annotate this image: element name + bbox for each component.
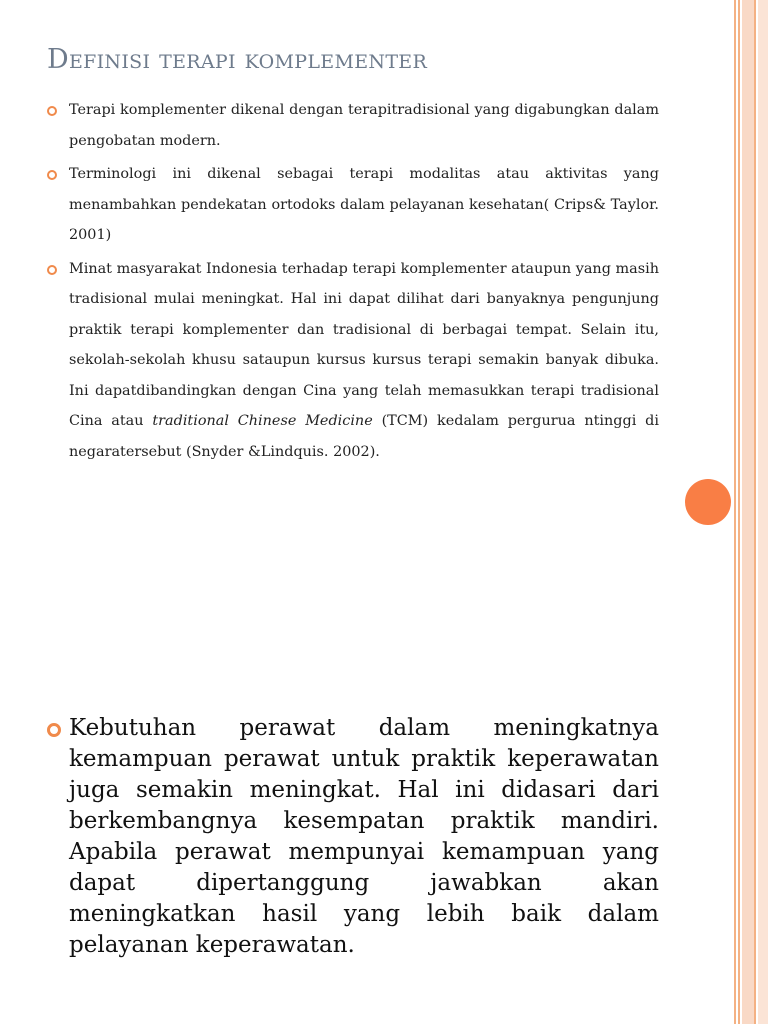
border-stripe [742, 0, 754, 1024]
bullet-list [47, 95, 659, 470]
bullet-text: Minat masyarakat Indonesia terhadap terapi komplementer ataupun yang masih tradisional mulai meningkat. Hal ini dapat dilihat dari banyaknya pengunjung praktik terapi komplementer dan tradisional di berbagai tempat. Selain itu, sekolah-sekolah khusu sataupun kursus kursus terapi semakin banyak dibuka. Ini dapatdibandingkan dengan Cina yang telah memasukkan terapi tradisional Cina atau [69, 260, 659, 429]
accent-circle [685, 479, 731, 525]
large-bullet-text: Kebutuhan perawat dalam meningkatnya kemampuan perawat untuk praktik keperawatan juga semakin meningkat. Hal ini didasari dari berkembangnya kesempatan praktik mandiri. Apabila perawat mempunyai kemampuan yang dapat dipertanggung jawabkan akan meningkatkan hasil yang lebih baik dalam pelayanan keperawatan. [69, 715, 659, 958]
bullet-marker-icon [47, 170, 57, 180]
bullet-text: (TCM) kedalam pergurua ntinggi di negaratersebut (Snyder &Lindquis. 2002). [69, 413, 659, 460]
bullet-marker-icon [47, 106, 57, 116]
border-stripe [738, 0, 740, 1024]
large-bullet-item [47, 713, 659, 961]
bullet-item [47, 254, 659, 468]
bullet-item [47, 159, 659, 251]
bullet-text: Terminologi ini dikenal sebagai terapi modalitas atau aktivitas yang menambahkan pendekatan ortodoks dalam pelayanan kesehatan( Crips& Taylor. 2001) [69, 166, 659, 243]
bullet-text: Terapi komplementer dikenal dengan terapitradisional yang digabungkan dalam pengobatan modern. [69, 102, 659, 149]
bullet-marker-icon [47, 723, 61, 737]
slide-title: Definisi terapi komplementer [47, 44, 428, 75]
border-stripe [754, 0, 756, 1024]
bullet-italic-term: traditional Chinese Medicine [152, 413, 373, 429]
bullet-marker-icon [47, 265, 57, 275]
large-bullet-list [47, 713, 659, 961]
bullet-item [47, 95, 659, 156]
border-stripe [734, 0, 736, 1024]
border-stripe [758, 0, 768, 1024]
